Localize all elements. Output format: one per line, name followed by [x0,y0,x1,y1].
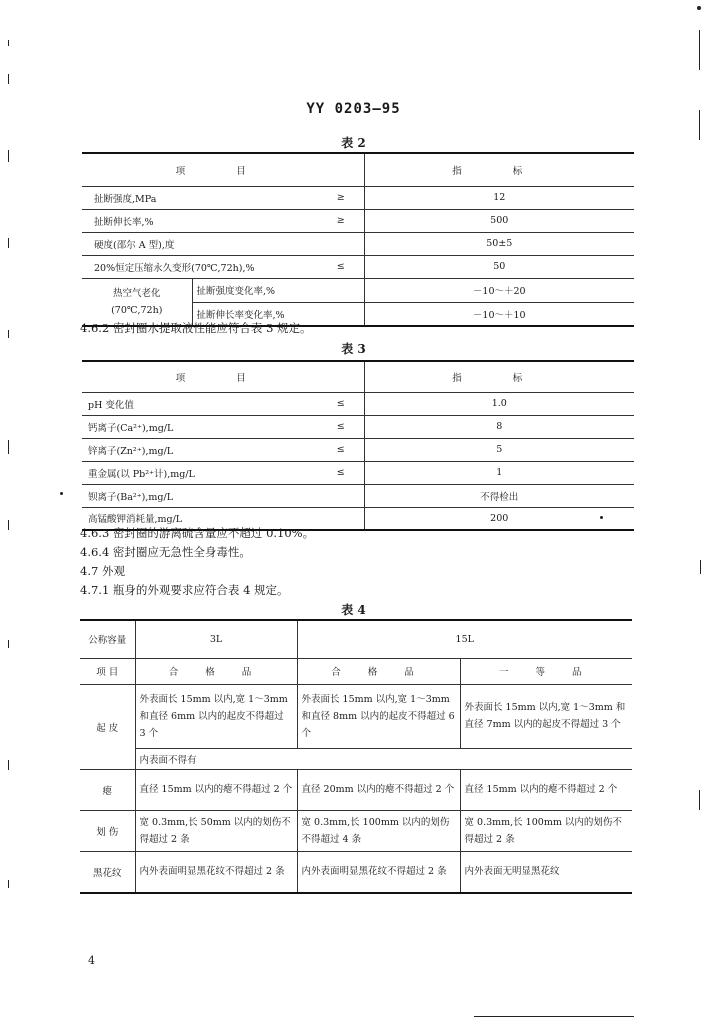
table-row [82,255,634,278]
scan-mark [8,150,9,162]
table4-capacity-3l: 3L [135,620,297,658]
table4-row-label: 瘪 [80,769,135,810]
table4-grade-3l-qualified: 合 格 品 [135,658,297,684]
table-row [82,186,634,209]
table4-cell: 宽 0.3mm,长 50mm 以内的划伤不得超过 2 条 [135,810,297,851]
scan-mark [8,74,9,84]
table3-row-op [318,507,364,530]
table-row [82,392,634,415]
table4-capacity-15l: 15L [297,620,632,658]
table2-row-op: ≥ [318,186,364,209]
table3-row-name: 钙离子(Ca²⁺),mg/L [82,415,318,438]
scan-mark [8,520,9,530]
scan-mark [8,440,9,454]
table3-row-op: ≤ [318,392,364,415]
scan-mark [699,790,700,810]
table4-cell: 直径 15mm 以内的瘪不得超过 2 个 [460,769,632,810]
table3-row-name: 高锰酸钾消耗量,mg/L [82,507,318,530]
table2-aging-label-line1: 热空气老化 [112,287,161,299]
table-row [80,769,632,810]
table4-cell-inner: 内表面不得有 [135,748,632,769]
table2-aging-sub-value: －10～＋10 [364,302,634,326]
table2-row-name: 硬度(邵尔 A 型),度 [82,232,318,255]
table-row [82,278,634,302]
table4-capacity-label: 公称容量 [80,620,135,658]
clause-4-6-3: 4.6.3 密封圈的游离硫含量应不超过 0.10%。 [80,526,315,540]
table2-aging-label-line2: (70℃,72h) [111,304,163,316]
table3-row-value: 1.0 [364,392,634,415]
table2-row-op [318,232,364,255]
table-row [82,232,634,255]
table2 [82,152,634,327]
table2-row-value: 50±5 [364,232,634,255]
table2-head-item: 项 目 [82,153,364,186]
table3-row-op: ≤ [318,415,364,438]
table4-cell: 内外表面明显黑花纹不得超过 2 条 [135,851,297,893]
table4-cell: 内外表面明显黑花纹不得超过 2 条 [297,851,460,893]
scan-mark [697,6,701,10]
table3-row-op [318,484,364,507]
page-number: 4 [88,954,95,967]
table-row [82,461,634,484]
table2-caption: 表 2 [341,136,366,150]
scan-mark [700,560,701,574]
table4-cell: 外表面长 15mm 以内,宽 1～3mm 和直径 8mm 以内的起皮不得超过 6 个 [297,684,460,748]
scan-mark [8,640,9,648]
table-row [82,209,634,232]
table4-cell: 直径 15mm 以内的瘪不得超过 2 个 [135,769,297,810]
table4-cell: 宽 0.3mm,长 100mm 以内的划伤不得超过 2 条 [460,810,632,851]
clause-4-6-2: 4.6.2 密封圈水提取液性能应符合表 3 规定。 [80,321,312,335]
table-row [80,810,632,851]
table3-row-value: 5 [364,438,634,461]
clause-4-6-4: 4.6.4 密封圈应无急性全身毒性。 [80,545,251,559]
table-row [80,684,632,748]
table3-head-item: 项 目 [82,361,364,392]
table2-row-name: 扯断伸长率,% [82,209,318,232]
table-row [80,851,632,893]
table3-row-value: 不得检出 [364,484,634,507]
table-row [80,748,632,769]
table4-item-label: 项 目 [80,658,135,684]
scan-mark [474,1016,634,1017]
table3-row-op: ≤ [318,461,364,484]
table3-row-value: 8 [364,415,634,438]
clause-4-7: 4.7 外观 [80,564,125,578]
scan-mark [8,40,9,46]
scan-mark [8,880,9,888]
table3-row-value: 1 [364,461,634,484]
clause-4-7-1: 4.7.1 瓶身的外观要求应符合表 4 规定。 [80,583,289,597]
scan-mark [60,492,63,495]
table4-cell: 直径 20mm 以内的瘪不得超过 2 个 [297,769,460,810]
scan-mark [699,30,700,70]
table4-cell: 外表面长 15mm 以内,宽 1～3mm 和直径 7mm 以内的起皮不得超过 3 个 [464,702,626,730]
table3-row-op: ≤ [318,438,364,461]
table3-row-name: 重金属(以 Pb²⁺计),mg/L [82,461,318,484]
table3-head-index: 指 标 [364,361,634,392]
table2-row-op: ≤ [318,255,364,278]
table2-head-index: 指 标 [364,153,634,186]
table4-cell: 宽 0.3mm,长 100mm 以内的划伤不得超过 4 条 [297,810,460,851]
table-row [82,438,634,461]
table2-row-value: 50 [364,255,634,278]
table4-row-label: 起 皮 [80,684,135,769]
table4-row-label: 划 伤 [80,810,135,851]
scan-mark [8,760,9,770]
table2-row-value: 12 [364,186,634,209]
table2-aging-sub-value: －10～＋20 [364,278,634,302]
table2-row-name: 20%恒定压缩永久变形(70℃,72h),% [82,255,318,278]
table3-row-value: 200 [364,507,634,530]
table-row [82,484,634,507]
table4-row-label: 黑花纹 [80,851,135,893]
table3 [82,360,634,531]
table4-cell: 内外表面无明显黑花纹 [460,851,632,893]
table2-aging-sub-name: 扯断强度变化率,% [192,278,364,302]
table3-row-name: pH 变化值 [82,392,318,415]
table4 [80,619,632,894]
table3-row-name: 锌离子(Zn²⁺),mg/L [82,438,318,461]
table2-row-name: 扯断强度,MPa [82,186,318,209]
table4-grade-15l-qualified: 合 格 品 [297,658,460,684]
standard-number: YY 0203—95 [306,101,401,117]
table3-caption: 表 3 [341,342,366,356]
table2-row-op: ≥ [318,209,364,232]
table-row [82,415,634,438]
scan-mark [8,330,9,338]
table3-row-name: 钡离子(Ba²⁺),mg/L [82,484,318,507]
scan-mark [8,238,9,248]
table4-grade-15l-first: 一 等 品 [460,658,632,684]
table4-caption: 表 4 [341,603,366,617]
table2-aging-label [82,278,192,326]
table4-cell: 外表面长 15mm 以内,宽 1～3mm 和直径 6mm 以内的起皮不得超过 3 个 [135,684,297,748]
table2-aging-sub-name: 扯断伸长率变化率,% [192,302,364,326]
table2-row-value: 500 [364,209,634,232]
